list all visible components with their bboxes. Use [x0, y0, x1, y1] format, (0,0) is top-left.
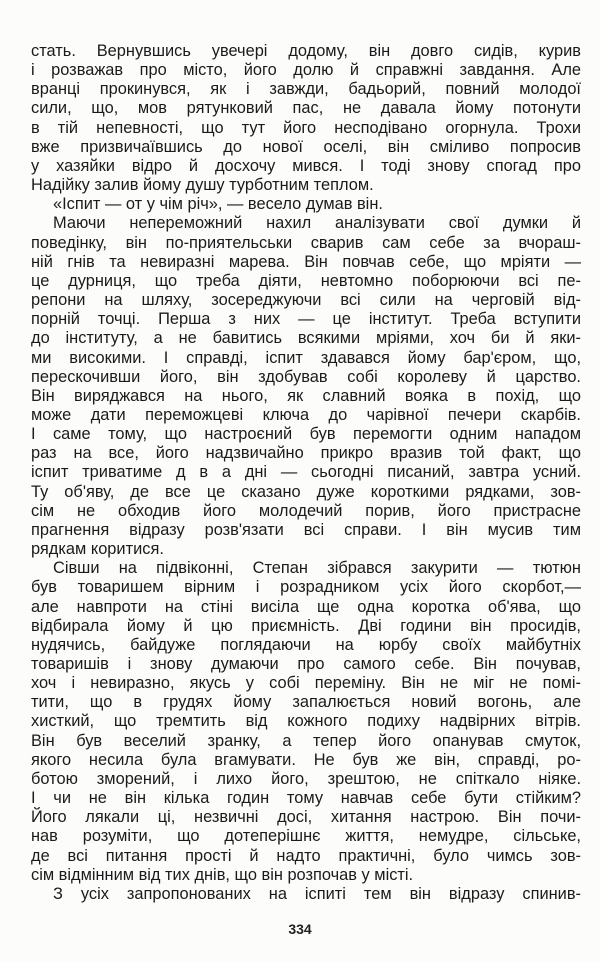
- text-line: порній точці. Перша з них — це інститут. Треба вступити: [31, 310, 581, 329]
- text-line: може дати переможцеві ключа до чарівної печери скарбів.: [31, 405, 581, 424]
- text-line: в тій непевності, що тут його несподівано огорнула. Трохи: [31, 118, 581, 137]
- text-line: Він був веселий зранку, а тепер його опанував смуток,: [31, 731, 581, 750]
- text-line: нудячись, байдуже поглядаючи на юрбу своїх майбутніх: [31, 635, 581, 654]
- text-line: вранці прокинувся, як і завжди, бадьорий, повний молодої: [31, 80, 581, 99]
- text-line: сім не обходив його молодечий порив, його пристрасне: [31, 501, 581, 520]
- text-line: сили, що, мов рятунковий пас, не давала йому потонути: [31, 99, 581, 118]
- text-line: у хазяйки відро й досхочу мився. І тоді знову спогад про: [31, 156, 581, 175]
- text-line: вже призвичаївшись до нової оселі, він сміливо попросив: [31, 137, 581, 156]
- text-line: і розважав про місто, його долю й справжні завдання. Але: [31, 61, 581, 80]
- text-line: стать. Вернувшись увечері додому, він довго сидів, курив: [31, 42, 581, 60]
- text-line: це дурниця, що треба діяти, невтомно поборюючи всі пе-: [31, 271, 581, 290]
- text-line: поведінку, він по-приятельськи сварив сам себе за вчораш-: [31, 233, 581, 252]
- text-line: ми високими. І справді, іспит здавався йому бар'єром, що,: [31, 348, 581, 367]
- text-line: «Іспит — от у чім річ», — весело думав він.: [53, 195, 383, 214]
- text-line: перескочивши його, він здобував собі королеву й царство.: [31, 367, 581, 386]
- text-line: ботою зморений, і лихо його, зрештою, не спіткало ніяке.: [31, 769, 581, 788]
- text-line: був товаришем вірним і розрадником усіх його скорбот,—: [31, 578, 581, 597]
- text-line: іспит триватиме д в а дні — сьогодні писаний, завтра усний.: [31, 463, 581, 482]
- text-line: Сівши на підвіконні, Степан зібрався закурити — тютюн: [53, 559, 581, 578]
- text-line: хисткий, що тремтить від кожного подиху надвірних вітрів.: [31, 712, 581, 731]
- text-line: якого несила була вгамувати. Не був же він, справді, ро-: [31, 750, 581, 769]
- page-number: 334: [288, 921, 312, 937]
- text-line: І чи не він кілька годин тому навчав себе бути стійким?: [31, 789, 581, 808]
- text-line: Його лякали ці, незвичні досі, хитання настрою. Він почи-: [31, 808, 581, 827]
- text-line: рядкам коритися.: [31, 540, 164, 559]
- text-line: але навпроти на стіні висіла ще одна коротка об'ява, що: [31, 597, 581, 616]
- text-line: товаришів і знову думаючи про самого себе. Він почував,: [31, 655, 581, 673]
- text-line: нав розуміти, що дотеперішнє життя, немудре, сільське,: [31, 827, 581, 846]
- text-line: хоч і невиразно, якусь у собі переміну. Він не міг не помі-: [31, 674, 581, 693]
- text-line: Ту об'яву, де все це сказано дуже короткими рядками, зов-: [31, 482, 581, 501]
- text-line: раз на все, його надзвичайно прикро вразив той факт, що: [31, 444, 581, 463]
- text-line: З усіх запропонованих на іспиті тем він відразу спинив-: [53, 884, 581, 903]
- text-line: Маючи непереможний нахил аналізувати свої думки й: [53, 214, 581, 233]
- text-line: репони на шляху, зосереджуючи всі сили на черговій від-: [31, 291, 581, 310]
- text-line: прагнення відразу розв'язати всі справи. І він мусив тим: [31, 520, 581, 539]
- text-line: І саме тому, що настроєний був перемогти одним нападом: [31, 425, 581, 444]
- text-line: Він виряджався на нього, як славний вояка в похід, що: [31, 386, 581, 405]
- text-line: Надійку залив йому душу турботним теплом.: [31, 176, 374, 195]
- text-line: де всі питання прості й надто практичні, було чимсь зов-: [31, 846, 581, 865]
- text-line: до інституту, а не бавитись всякими мріями, хоч би й яки-: [31, 329, 581, 348]
- text-line: відбирала йому й цю приємність. Дві години він просидів,: [31, 616, 581, 635]
- text-line: сім відмінним від тих днів, що він розпочав у місті.: [31, 865, 414, 884]
- text-line: тити, що в грудях йому запалюється новий вогонь, але: [31, 693, 581, 712]
- text-line: ній гнів та невиразні марева. Він повчав себе, що мріяти —: [31, 252, 581, 271]
- book-page-text: [31, 42, 581, 904]
